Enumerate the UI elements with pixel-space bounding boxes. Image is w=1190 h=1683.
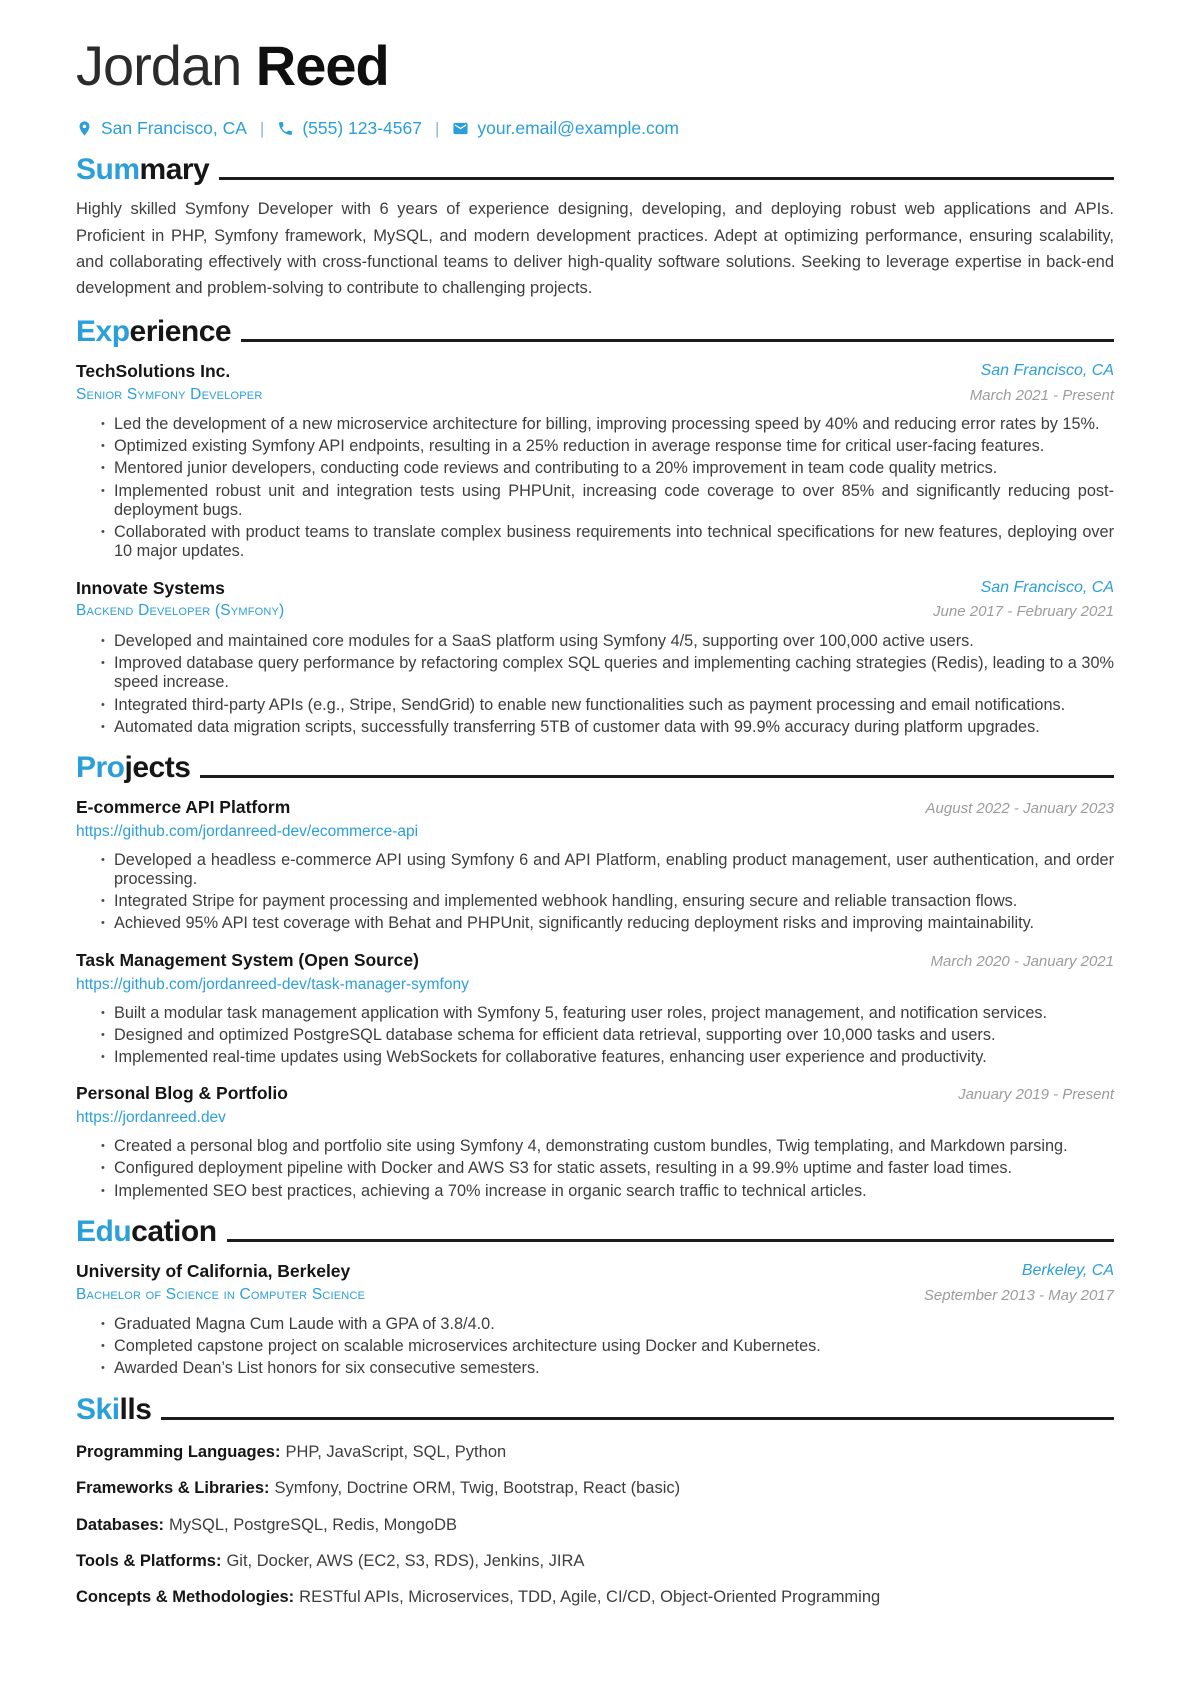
company-name: Innovate Systems <box>76 577 225 598</box>
bullet-item: • Led the development of a new microservice architecture for billing, improving processing speed by 40% and reducing error rates by 15%. <box>114 415 1114 434</box>
bullet-item: • Collaborated with product teams to translate complex business requirements into technical specifications for new features, deploying over 10 major updates. <box>114 523 1114 561</box>
section-heading-skills <box>76 1393 1114 1427</box>
project-dates: August 2022 - January 2023 <box>925 799 1114 817</box>
bullet-item: • Created a personal blog and portfolio site using Symfony 4, demonstrating custom bundles, Twig templating, and Markdown parsing. <box>114 1137 1114 1156</box>
job-title: Backend Developer (Symfony) <box>76 602 285 620</box>
project-bullets <box>76 1004 1114 1068</box>
heading-accent: Edu <box>76 1214 132 1248</box>
project-header-right <box>931 950 1114 972</box>
project-header-left <box>76 797 418 841</box>
project-name: Task Management System (Open Source) <box>76 949 419 970</box>
contact-separator: | <box>259 118 265 138</box>
section-heading-summary <box>76 153 1114 187</box>
contact-row <box>76 118 1114 139</box>
bullet-item: • Designed and optimized PostgreSQL database schema for efficient data retrieval, supporting over 10,000 tasks and users. <box>114 1026 1114 1045</box>
first-name: Jordan <box>76 34 242 97</box>
person-name <box>76 36 1114 96</box>
email-link[interactable]: your.email@example.com <box>477 118 679 139</box>
project-header-left <box>76 950 469 994</box>
skill-label: Concepts & Methodologies: <box>76 1588 295 1607</box>
job-header-left <box>76 578 284 621</box>
summary-paragraph: Highly skilled Symfony Developer with 6 years of experience designing, developing, and deploying robust web applications and APIs. Proficient in PHP, Symfony framework, MySQL, and modern development practices. Adept at optimizing performance, ensuring scalability, and collaborating effectively with cross-functional teams to deliver high-quality software solutions. Seeking to leverage expertise in back-end development and problem-solving to contribute to challenging projects. <box>76 200 1114 297</box>
location-pin-icon <box>76 120 93 137</box>
job-bullets <box>76 415 1114 562</box>
bullet-item: • Developed and maintained core modules for a SaaS platform using Symfony 4/5, supporting over 100,000 active users. <box>114 632 1114 651</box>
project-bullets <box>76 1137 1114 1201</box>
heading-rest: jects <box>124 750 191 784</box>
heading-rule <box>227 1239 1114 1242</box>
skill-label: Databases: <box>76 1515 165 1534</box>
skill-line <box>76 1442 1114 1463</box>
education-header-right <box>924 1261 1114 1305</box>
contact-location <box>76 118 247 139</box>
school-dates: September 2013 - May 2017 <box>923 1286 1114 1304</box>
school-name: University of California, Berkeley <box>76 1260 351 1281</box>
heading-accent: Exp <box>76 314 130 348</box>
job-header-right <box>970 361 1114 405</box>
project-link[interactable]: https://github.com/jordanreed-dev/task-manager-symfony <box>76 975 469 993</box>
location-text: San Francisco, CA <box>101 118 247 139</box>
skill-label: Tools & Platforms: <box>76 1552 222 1571</box>
skill-line <box>76 1478 1114 1499</box>
job-header-left <box>76 361 262 404</box>
heading-rule <box>200 775 1114 778</box>
job-header <box>76 578 1114 622</box>
project-entry <box>76 950 1114 1068</box>
project-entry <box>76 797 1114 934</box>
heading-rule <box>241 339 1114 342</box>
education-entry <box>76 1261 1114 1379</box>
education-bullets <box>76 1315 1114 1379</box>
contact-separator: | <box>434 118 440 138</box>
job-header-right <box>933 578 1114 622</box>
heading-rest: lls <box>119 1392 152 1426</box>
heading-rule <box>161 1417 1114 1420</box>
project-name: Personal Blog & Portfolio <box>76 1083 288 1104</box>
job-bullets <box>76 632 1114 737</box>
contact-email <box>452 118 679 139</box>
project-entry <box>76 1083 1114 1201</box>
company-name: TechSolutions Inc. <box>76 360 231 381</box>
skill-value: MySQL, PostgreSQL, Redis, MongoDB <box>169 1515 457 1534</box>
job-entry <box>76 361 1114 562</box>
heading-accent: Sum <box>76 153 140 187</box>
project-dates: January 2019 - Present <box>958 1086 1114 1104</box>
heading-accent: Pro <box>76 750 125 784</box>
job-location: San Francisco, CA <box>980 361 1114 379</box>
job-dates: June 2017 - February 2021 <box>933 603 1114 621</box>
skill-value: PHP, JavaScript, SQL, Python <box>285 1442 507 1461</box>
heading-rest: cation <box>131 1214 217 1248</box>
bullet-item: • Automated data migration scripts, successfully transferring 5TB of customer data with 99.9% accuracy during platform upgrades. <box>114 718 1114 737</box>
bullet-item: • Mentored junior developers, conducting code reviews and contributing to a 20% improvement in team code quality metrics. <box>114 459 1114 478</box>
skill-value: Git, Docker, AWS (EC2, S3, RDS), Jenkins, JIRA <box>226 1552 585 1571</box>
last-name: Reed <box>255 34 389 97</box>
school-location: Berkeley, CA <box>1021 1261 1114 1279</box>
education-header <box>76 1261 1114 1305</box>
skill-line <box>76 1587 1114 1608</box>
section-heading-experience <box>76 315 1114 349</box>
section-heading-education <box>76 1215 1114 1249</box>
project-dates: March 2020 - January 2021 <box>930 952 1114 970</box>
project-header <box>76 950 1114 994</box>
project-name: E-commerce API Platform <box>76 796 291 817</box>
bullet-item: • Developed a headless e-commerce API using Symfony 6 and API Platform, enabling product management, user authentication, and order processing. <box>114 851 1114 889</box>
section-heading-projects <box>76 751 1114 785</box>
heading-rest: mary <box>139 153 210 187</box>
bullet-item: • Implemented SEO best practices, achieving a 70% increase in organic search traffic to technical articles. <box>114 1182 1114 1201</box>
project-header <box>76 1083 1114 1127</box>
bullet-item: • Integrated Stripe for payment processing and implemented webhook handling, ensuring secure and reliable transaction flows. <box>114 892 1114 911</box>
bullet-item: • Optimized existing Symfony API endpoints, resulting in a 25% reduction in average response time for critical user-facing features. <box>114 437 1114 456</box>
bullet-item: • Configured deployment pipeline with Docker and AWS S3 for static assets, resulting in a 99.9% uptime and faster load times. <box>114 1159 1114 1178</box>
job-location: San Francisco, CA <box>980 578 1114 596</box>
skill-value: RESTful APIs, Microservices, TDD, Agile, CI/CD, Object-Oriented Programming <box>299 1588 881 1607</box>
project-link[interactable]: https://github.com/jordanreed-dev/ecommerce-api <box>76 822 419 840</box>
job-dates: March 2021 - Present <box>969 386 1114 404</box>
bullet-item: • Implemented robust unit and integration tests using PHPUnit, increasing code coverage to over 85% and significantly reducing post-deployment bugs. <box>114 482 1114 520</box>
education-header-left <box>76 1261 365 1304</box>
job-header <box>76 361 1114 405</box>
project-header-right <box>926 797 1114 819</box>
project-header-left <box>76 1083 288 1127</box>
contact-phone <box>277 118 422 139</box>
heading-rest: erience <box>129 314 232 348</box>
skill-line <box>76 1515 1114 1536</box>
bullet-item: • Achieved 95% API test coverage with Behat and PHPUnit, significantly reducing deployment risks and improving maintainability. <box>114 914 1114 933</box>
bullet-item: • Improved database query performance by refactoring complex SQL queries and implementing caching strategies (Redis), leading to a 30% speed increase. <box>114 654 1114 692</box>
project-link[interactable]: https://jordanreed.dev <box>76 1109 226 1127</box>
skill-line <box>76 1551 1114 1572</box>
project-bullets <box>76 851 1114 934</box>
project-header-right <box>958 1083 1114 1105</box>
skill-label: Programming Languages: <box>76 1442 281 1461</box>
skill-value: Symfony, Doctrine ORM, Twig, Bootstrap, React (basic) <box>274 1479 681 1498</box>
heading-rule <box>219 177 1114 180</box>
bullet-item: • Built a modular task management application with Symfony 5, featuring user roles, project management, and notification services. <box>114 1004 1114 1023</box>
bullet-item: • Implemented real-time updates using WebSockets for collaborative features, enhancing user experience and productivity. <box>114 1048 1114 1067</box>
bullet-item: • Awarded Dean’s List honors for six consecutive semesters. <box>114 1359 1114 1378</box>
job-title: Senior Symfony Developer <box>76 385 263 403</box>
phone-icon <box>277 120 294 137</box>
bullet-item: • Completed capstone project on scalable microservices architecture using Docker and Kubernetes. <box>114 1337 1114 1356</box>
email-envelope-icon <box>452 120 469 137</box>
degree: Bachelor of Science in Computer Science <box>76 1285 366 1303</box>
bullet-item: • Integrated third-party APIs (e.g., Stripe, SendGrid) to enable new functionalities such as payment processing and email notifications. <box>114 696 1114 715</box>
phone-text: (555) 123-4567 <box>302 118 422 139</box>
project-header <box>76 797 1114 841</box>
skill-label: Frameworks & Libraries: <box>76 1479 270 1498</box>
bullet-item: • Graduated Magna Cum Laude with a GPA of 3.8/4.0. <box>114 1315 1114 1334</box>
job-entry <box>76 578 1114 737</box>
heading-accent: Ski <box>76 1392 120 1426</box>
